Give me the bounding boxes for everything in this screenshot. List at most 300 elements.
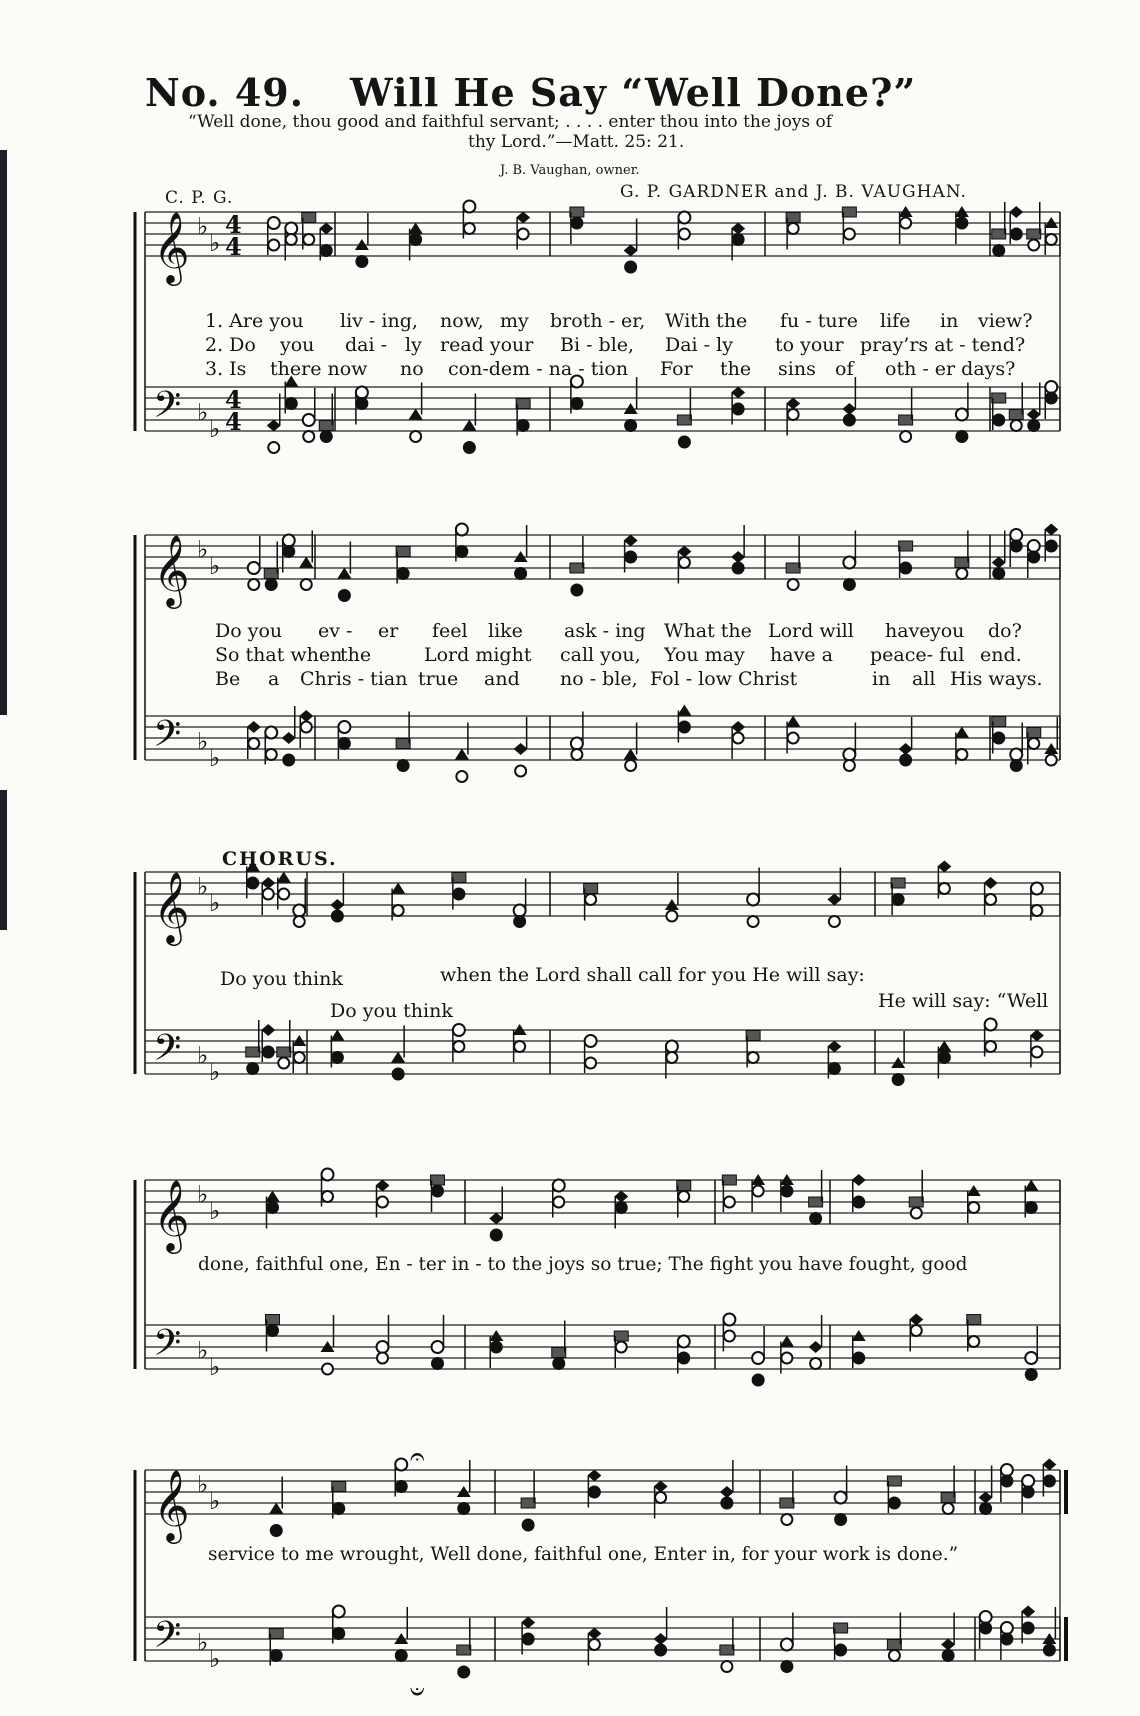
note-head: [452, 873, 466, 883]
note-head: [409, 409, 423, 420]
composer-credit: G. P. GARDNER and J. B. VAUGHAN.: [620, 182, 967, 202]
note-head: [786, 398, 800, 410]
note-head: [322, 1169, 334, 1181]
chorus-lyric-line-3: service to me wrought, Well done, faithful one, Enter in, for your work is done.”: [208, 1544, 959, 1565]
note-head: [396, 739, 410, 749]
flat-icon: ♭: [209, 1353, 221, 1381]
note-head: [1031, 1047, 1042, 1058]
note-head: [1001, 1622, 1013, 1634]
note-head: [939, 883, 950, 894]
note-head: [678, 1336, 690, 1348]
lyric-word: Bi - ble,: [560, 334, 635, 356]
note-head: [286, 398, 297, 409]
note-head: [893, 894, 904, 905]
note-head: [834, 1623, 848, 1633]
note-head: [246, 1047, 260, 1057]
note-head: [1028, 540, 1040, 552]
note-head: [937, 861, 951, 873]
lyric-word: What the: [664, 620, 752, 642]
note-head: [624, 535, 638, 547]
lyric-word: ev -: [318, 620, 353, 642]
note-head: [1023, 1623, 1034, 1634]
chorus-lyric-lower: He will say: “Well: [878, 990, 1049, 1012]
note-head: [943, 1650, 954, 1661]
note-head: [956, 568, 967, 579]
note-head: [666, 911, 677, 922]
note-head: [677, 546, 691, 558]
note-head: [788, 733, 799, 744]
note-head: [521, 1498, 535, 1508]
note-head: [356, 398, 367, 409]
note-head: [909, 1314, 923, 1326]
note-head: [829, 916, 840, 927]
note-head: [268, 442, 279, 453]
note-head: [377, 1341, 389, 1353]
note-head: [985, 894, 996, 905]
lyric-word: life: [880, 310, 911, 332]
note-head: [277, 872, 291, 883]
note-head: [521, 1617, 535, 1629]
note-head: [553, 1197, 564, 1208]
note-head: [844, 579, 855, 590]
note-head: [303, 431, 314, 442]
note-head: [678, 1353, 689, 1364]
chorus-lyric-lower: Do you think: [330, 1000, 453, 1022]
note-head: [589, 1487, 600, 1498]
note-head: [585, 1035, 597, 1047]
note-head: [587, 1628, 601, 1640]
note-head: [731, 223, 745, 235]
note-head: [514, 905, 526, 917]
note-head: [827, 1041, 841, 1053]
treble-clef-icon: 𝄞: [153, 1178, 190, 1251]
note-head: [282, 732, 296, 744]
note-head: [992, 229, 1006, 239]
note-head: [339, 590, 350, 601]
lyric-word: ly: [405, 334, 422, 356]
note-head: [515, 766, 526, 777]
lyric-word: a: [268, 668, 280, 690]
note-head: [1026, 1202, 1037, 1213]
note-head: [285, 223, 297, 235]
note-head: [843, 557, 855, 569]
note-head: [780, 1336, 794, 1347]
note-head: [263, 1047, 274, 1058]
note-head: [1009, 410, 1023, 420]
note-head: [900, 563, 911, 574]
lyric-word: Fol - low Christ: [650, 668, 798, 690]
lyric-word: read your: [440, 334, 534, 356]
note-head: [788, 579, 799, 590]
lyric-word: in: [872, 668, 891, 690]
lyric-word: view?: [978, 310, 1033, 332]
note-head: [322, 1191, 333, 1202]
lyric-word: 3. Is: [205, 358, 247, 380]
lyric-word: With the: [665, 310, 748, 332]
note-head: [781, 1353, 792, 1364]
flat-icon: ♭: [209, 889, 221, 917]
note-head: [968, 1202, 979, 1213]
note-head: [724, 1331, 735, 1342]
note-head: [844, 415, 855, 426]
note-head: [967, 1315, 981, 1325]
verse-3-line-1: [0, 358, 1140, 382]
flat-icon: ♭: [209, 1058, 221, 1086]
note-head: [463, 201, 475, 213]
note-head: [748, 916, 759, 927]
note-head: [589, 1639, 600, 1650]
note-head: [431, 1175, 445, 1185]
note-head: [887, 1476, 901, 1486]
note-head: [1031, 905, 1042, 916]
note-head: [356, 387, 368, 399]
note-head: [624, 245, 638, 257]
lyric-word: His ways.: [950, 668, 1043, 690]
note-head: [332, 1052, 343, 1063]
lyric-word: liv - ing,: [340, 310, 418, 332]
note-head: [1045, 381, 1057, 393]
note-head: [835, 1645, 846, 1656]
note-head: [955, 558, 969, 568]
note-head: [1046, 234, 1057, 245]
note-head: [377, 1353, 388, 1364]
note-head: [294, 916, 305, 927]
note-head: [303, 234, 314, 245]
note-head: [1044, 1645, 1055, 1656]
note-head: [247, 878, 258, 889]
note-head: [523, 1634, 534, 1645]
lyric-word: the: [720, 358, 752, 380]
note-head: [283, 546, 294, 557]
note-head: [585, 894, 596, 905]
note-head: [956, 218, 967, 229]
bass-clef-icon: 𝄢: [153, 1614, 182, 1665]
note-head: [263, 889, 274, 900]
note-head: [731, 721, 745, 733]
note-head: [453, 889, 464, 900]
note-head: [1028, 738, 1039, 749]
note-head: [248, 579, 259, 590]
lyric-word: no - ble,: [560, 668, 638, 690]
flat-icon: ♭: [209, 744, 221, 772]
note-head: [283, 755, 294, 766]
note-head: [733, 404, 744, 415]
note-head: [1044, 524, 1058, 536]
note-head: [654, 1633, 668, 1645]
note-head: [679, 229, 690, 240]
epigraph-line-1: “Well done, thou good and faithful servant; . . . . enter thou into the joys of: [188, 112, 833, 132]
lyric-word: to your: [775, 334, 844, 356]
lyric-word: and: [484, 668, 520, 690]
lyric-word: you: [930, 620, 965, 642]
lyric-word: sins: [778, 358, 816, 380]
note-head: [1046, 393, 1057, 404]
note-head: [720, 1486, 734, 1498]
note-head: [1001, 1464, 1013, 1476]
note-head: [655, 1645, 666, 1656]
lyric-word: Do you: [215, 620, 283, 642]
note-head: [1031, 883, 1043, 895]
lyric-word: the: [340, 644, 372, 666]
note-head: [1010, 749, 1022, 761]
note-head: [268, 217, 280, 229]
note-head: [891, 878, 905, 888]
chorus-lyric-upper: Do you think: [220, 968, 343, 990]
note-head: [321, 431, 332, 442]
note-head: [278, 1058, 289, 1069]
note-head: [786, 716, 800, 727]
note-head: [299, 557, 313, 568]
note-head: [731, 387, 745, 399]
flat-icon: ♭: [197, 727, 209, 756]
note-head: [616, 1202, 627, 1213]
lyric-word: like: [488, 620, 523, 642]
note-head: [391, 1052, 405, 1063]
note-head: [332, 911, 343, 922]
time-signature: 4: [225, 407, 242, 436]
lyric-word: of: [835, 358, 854, 380]
note-head: [809, 1197, 823, 1207]
lyric-word: Chris - tian: [300, 668, 408, 690]
verse-2-line-1: [0, 334, 1140, 358]
treble-clef-icon: 𝄞: [153, 533, 190, 606]
note-head: [333, 1606, 345, 1618]
hymn-number: No. 49.: [145, 70, 304, 115]
note-head: [491, 1230, 502, 1241]
note-head: [968, 1336, 979, 1347]
note-head: [853, 1197, 864, 1208]
note-head: [788, 409, 799, 420]
note-head: [853, 1353, 864, 1364]
note-head: [909, 1197, 923, 1207]
lyric-word: have a: [770, 644, 833, 666]
flat-icon: ♭: [197, 1041, 209, 1070]
note-head: [747, 894, 759, 906]
note-head: [333, 1503, 344, 1514]
note-head: [941, 1639, 955, 1651]
note-head: [301, 722, 312, 733]
note-head: [393, 905, 404, 916]
note-head: [266, 1191, 280, 1202]
lyric-word: my: [500, 310, 529, 332]
note-head: [332, 1482, 346, 1492]
note-head: [266, 579, 277, 590]
treble-clef-icon: 𝄞: [153, 1468, 190, 1541]
fermata-icon: 𝄑: [410, 1677, 425, 1707]
note-head: [278, 889, 289, 900]
lyric-word: Lord will: [768, 620, 854, 642]
note-head: [339, 738, 350, 749]
note-head: [585, 1058, 596, 1069]
note-head: [993, 568, 1004, 579]
note-head: [887, 1640, 901, 1650]
note-head: [464, 442, 475, 453]
note-head: [852, 1174, 866, 1186]
note-head: [271, 1525, 282, 1536]
note-head: [722, 1175, 736, 1185]
note-head: [679, 437, 690, 448]
note-head: [552, 1348, 566, 1358]
note-head: [842, 207, 856, 217]
note-head: [781, 1661, 792, 1672]
bass-clef-icon: 𝄢: [153, 713, 182, 764]
note-head: [721, 1498, 732, 1509]
note-head: [267, 420, 281, 432]
lyric-word: So that when: [215, 644, 343, 666]
note-head: [571, 749, 582, 760]
note-head: [391, 883, 405, 894]
note-head: [299, 710, 313, 722]
note-head: [733, 234, 744, 245]
note-head: [1009, 206, 1023, 218]
note-head: [396, 1481, 407, 1492]
note-head: [432, 1358, 443, 1369]
note-head: [410, 234, 421, 245]
note-head: [678, 1191, 689, 1202]
note-head: [396, 1650, 407, 1661]
note-head: [1042, 1459, 1056, 1471]
note-head: [899, 415, 913, 425]
note-head: [571, 585, 582, 596]
note-head: [829, 1063, 840, 1074]
note-head: [322, 1364, 333, 1375]
fermata-icon: 𝄐: [410, 1442, 425, 1472]
flat-icon: ♭: [197, 212, 209, 241]
note-head: [453, 1041, 464, 1052]
lyric-word: ask - ing: [564, 620, 646, 642]
note-head: [1025, 1352, 1037, 1364]
note-head: [268, 240, 279, 251]
note-head: [456, 546, 467, 557]
note-head: [721, 1661, 732, 1672]
note-head: [571, 218, 582, 229]
note-head: [625, 552, 636, 563]
note-head: [786, 213, 800, 223]
note-head: [302, 213, 316, 223]
note-head: [293, 905, 305, 917]
note-head: [723, 1314, 735, 1326]
note-head: [1044, 1476, 1055, 1487]
note-head: [267, 1202, 278, 1213]
note-head: [330, 1030, 344, 1041]
note-head: [992, 717, 1006, 727]
note-head: [731, 551, 745, 563]
note-head: [286, 234, 297, 245]
verse-1-line-2: [0, 620, 1140, 644]
note-head: [899, 743, 913, 755]
lyric-word: con-dem - na - tion: [448, 358, 629, 380]
note-head: [269, 1629, 283, 1639]
lyric-word: there now: [270, 358, 368, 380]
note-head: [303, 414, 315, 426]
note-head: [1001, 1634, 1012, 1645]
chorus-lyric-upper: when the Lord shall call for you He will say:: [440, 964, 865, 986]
note-head: [980, 1611, 992, 1623]
note-head: [679, 722, 690, 733]
note-head: [654, 1481, 668, 1493]
chorus-lyric-line-2: done, faithful one, En - ter in - to the joys so true; The fight you have fought, good: [198, 1254, 968, 1275]
lyric-word: oth - er days?: [885, 358, 1016, 380]
note-head: [899, 541, 913, 551]
lyric-word: end.: [980, 644, 1022, 666]
note-head: [993, 245, 1004, 256]
lyric-word: pray’rs at - tend?: [860, 334, 1026, 356]
note-head: [553, 1180, 565, 1192]
note-head: [301, 579, 312, 590]
note-head: [514, 916, 525, 927]
note-head: [523, 1520, 534, 1531]
note-head: [271, 1650, 282, 1661]
note-head: [1022, 1475, 1034, 1487]
note-head: [456, 524, 468, 536]
note-head: [1010, 529, 1022, 541]
note-head: [666, 1041, 678, 1053]
lyric-word: you: [280, 334, 315, 356]
note-head: [943, 1503, 954, 1514]
note-head: [625, 420, 636, 431]
note-head: [571, 738, 583, 750]
note-head: [1026, 1369, 1037, 1380]
note-head: [900, 218, 911, 229]
flat-icon: ♭: [197, 1470, 209, 1499]
flat-icon: ♭: [197, 1336, 209, 1365]
note-head: [956, 431, 967, 442]
note-head: [514, 1041, 525, 1052]
note-head: [842, 403, 856, 415]
lyric-word: in: [940, 310, 959, 332]
lyric-word: Lord might: [424, 644, 532, 666]
note-head: [893, 1074, 904, 1085]
note-head: [844, 760, 855, 771]
lyric-word: broth - er,: [550, 310, 646, 332]
note-head: [514, 743, 528, 755]
treble-clef-icon: 𝄞: [153, 870, 190, 943]
hymn-title: Will He Say “Well Done?”: [350, 70, 917, 115]
note-head: [1011, 229, 1022, 240]
lyric-word: fu - ture: [780, 310, 858, 332]
note-head: [956, 749, 967, 760]
note-head: [1011, 760, 1022, 771]
note-head: [356, 256, 367, 267]
note-head: [453, 1024, 465, 1036]
note-head: [625, 262, 636, 273]
note-head: [518, 420, 529, 431]
note-head: [1028, 420, 1039, 431]
verse-3-line-2: [0, 668, 1140, 692]
flat-icon: ♭: [209, 1487, 221, 1515]
lyric-word: peace- ful: [870, 644, 965, 666]
note-head: [678, 212, 690, 224]
note-head: [748, 1052, 759, 1063]
lyric-word: no: [400, 358, 424, 380]
initials-credit: C. P. G.: [165, 188, 234, 208]
note-head: [835, 1514, 846, 1525]
note-head: [733, 733, 744, 744]
note-head: [809, 1341, 823, 1353]
note-head: [410, 431, 421, 442]
note-head: [979, 1492, 993, 1504]
note-head: [746, 1031, 760, 1041]
note-head: [432, 1341, 444, 1353]
note-head: [733, 563, 744, 574]
note-head: [584, 884, 598, 894]
chorus-label: CHORUS.: [222, 848, 338, 870]
note-head: [900, 431, 911, 442]
note-head: [781, 1514, 792, 1525]
note-head: [752, 1352, 764, 1364]
note-head: [516, 399, 530, 409]
note-head: [247, 721, 261, 733]
